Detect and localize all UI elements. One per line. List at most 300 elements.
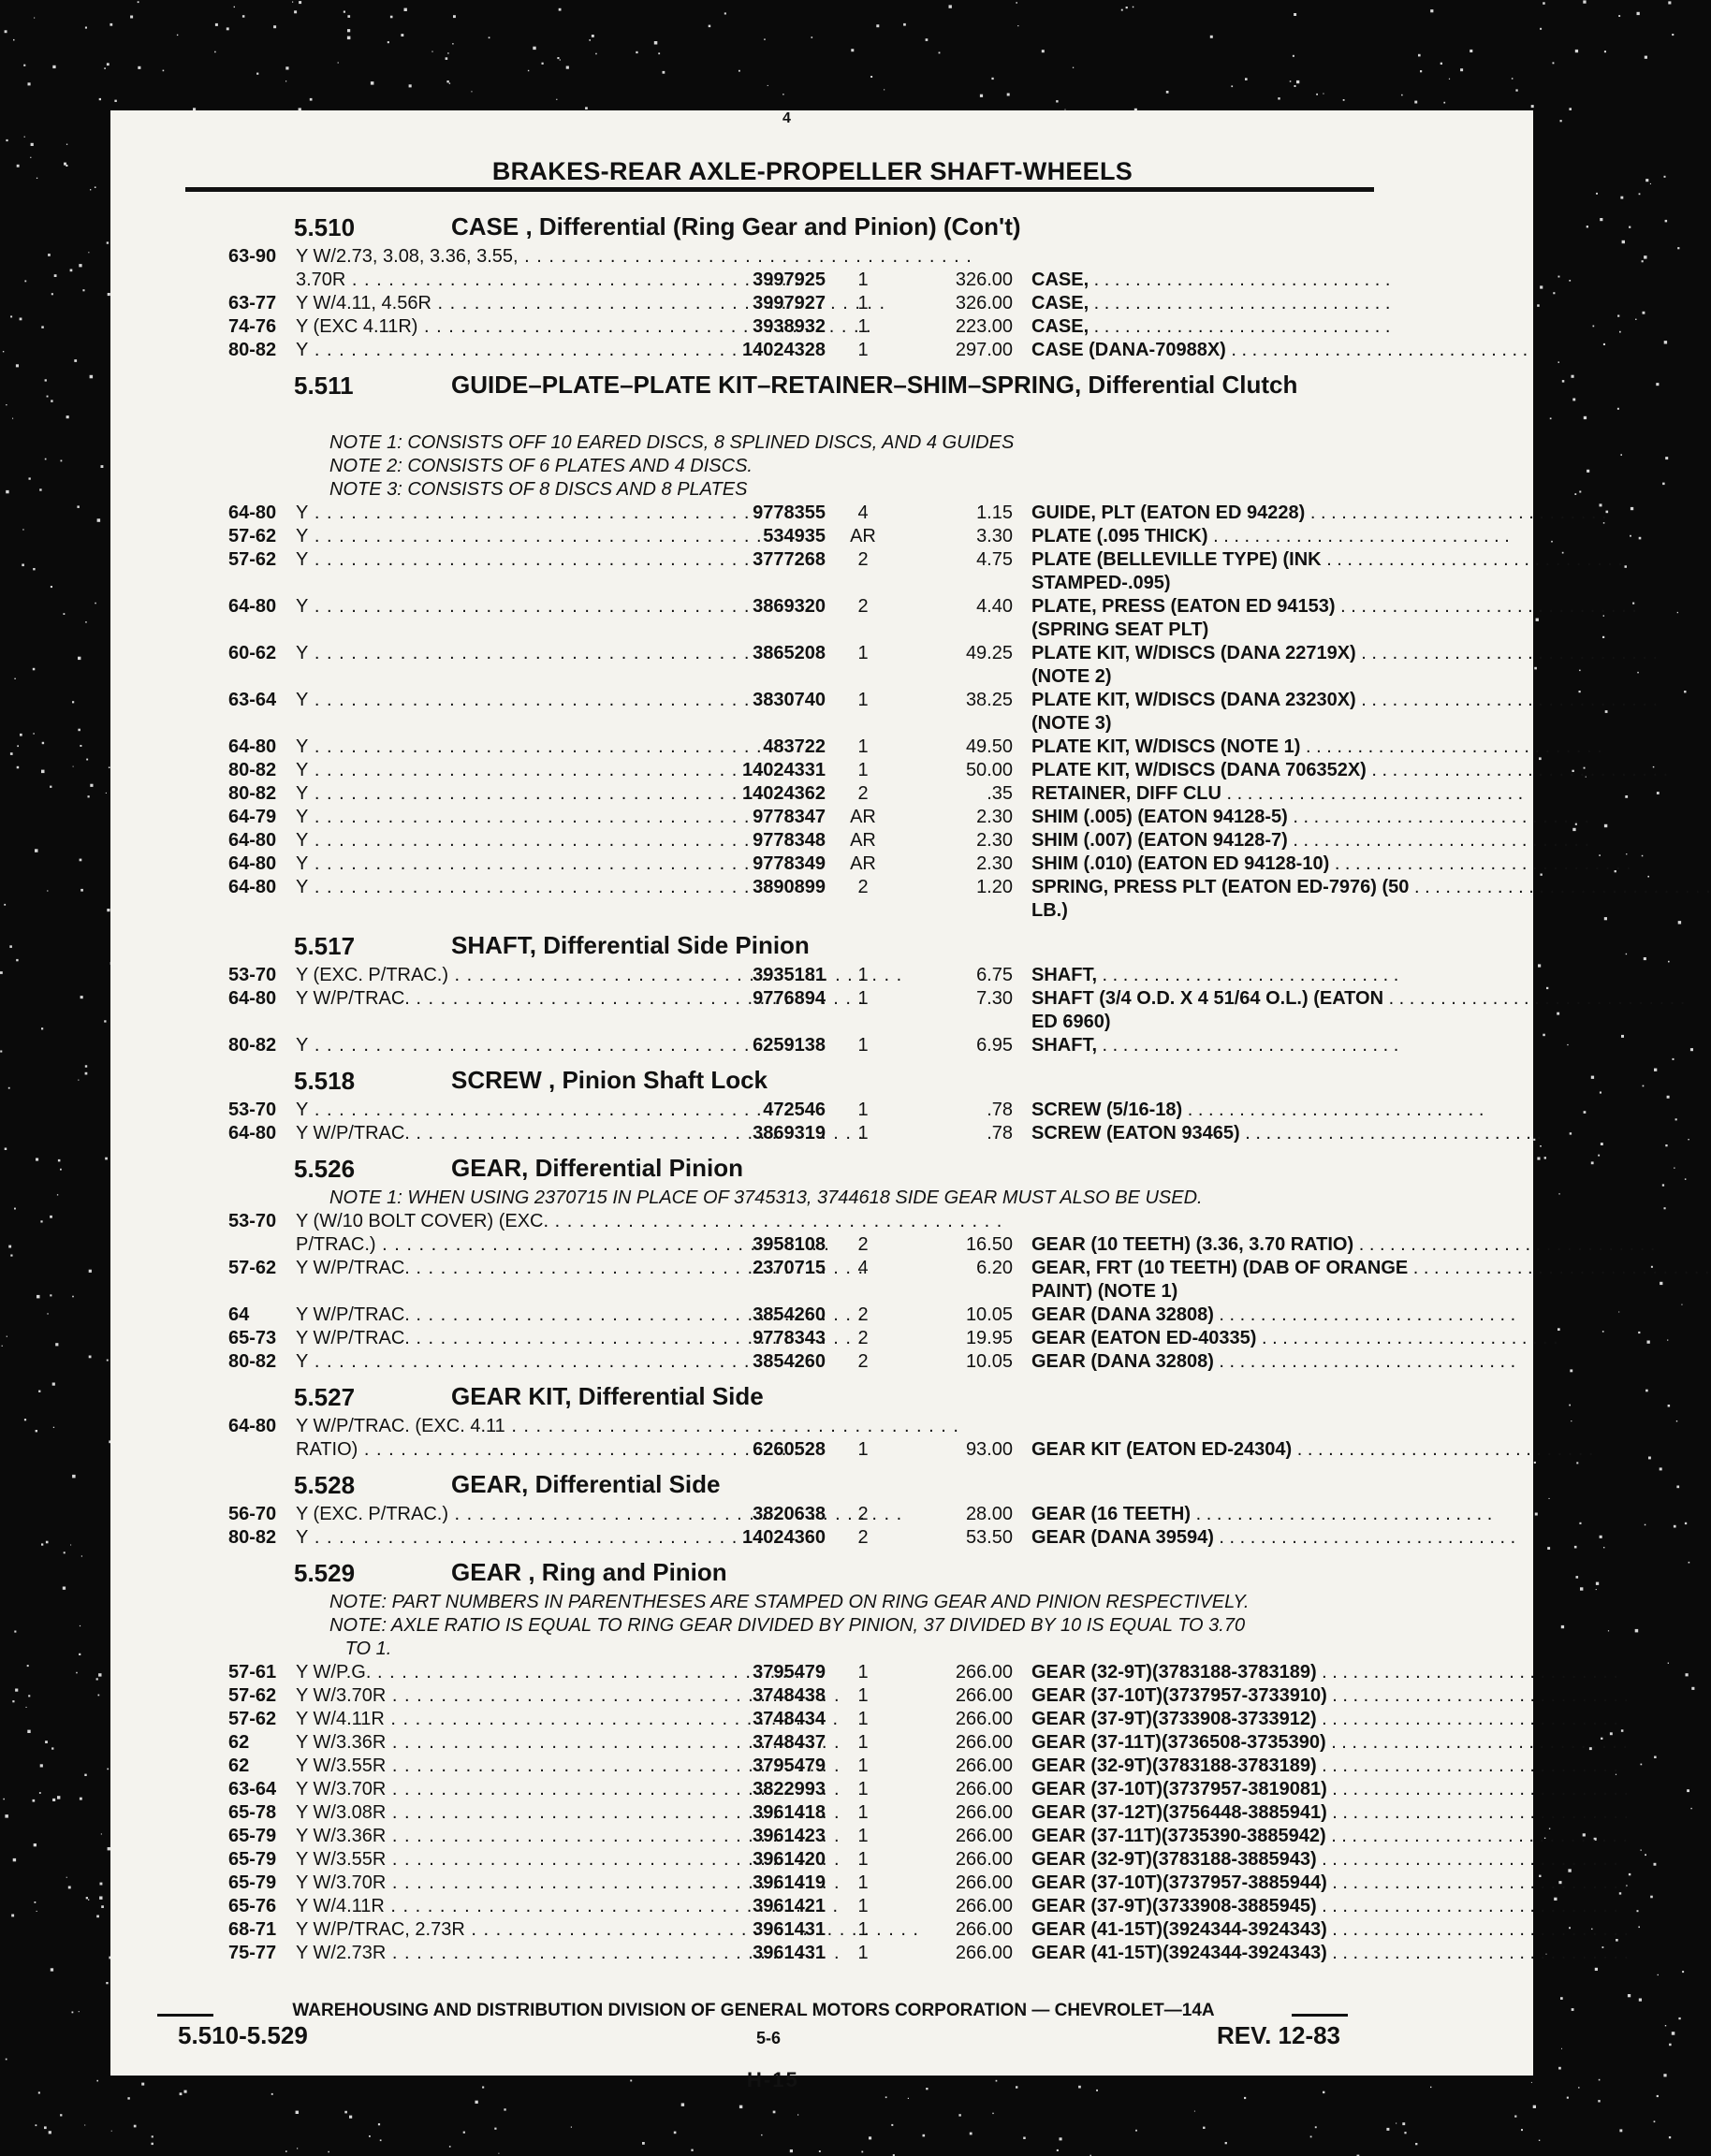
application: Y (W/10 BOLT COVER) (EXC. . . . [296, 1210, 661, 1233]
model-years: 62 [228, 1755, 250, 1776]
noise-speck [42, 742, 44, 744]
noise-speck [1096, 2090, 1098, 2091]
noise-speck [1315, 2126, 1317, 2128]
noise-speck [1574, 1546, 1577, 1549]
noise-speck [926, 38, 929, 41]
noise-speck [104, 67, 106, 69]
parts-row [180, 712, 1509, 736]
noise-speck [141, 2083, 144, 2086]
noise-speck [107, 1769, 109, 1770]
description: GEAR (41-15T)(3924344-3924343) . . . [1031, 1942, 1462, 1965]
noise-speck [6, 490, 8, 493]
description: SHIM (.010) (EATON ED 94128-10) . . . [1031, 852, 1462, 876]
quantity: 2 [857, 549, 869, 570]
noise-speck [1642, 260, 1644, 262]
noise-speck [51, 1968, 53, 1971]
noise-speck [1629, 1873, 1631, 1875]
noise-speck [1537, 1158, 1540, 1160]
description: GEAR (37-11T)(3735390-3885942) . . . [1031, 1825, 1462, 1848]
parts-row [180, 1942, 1509, 1965]
model-years: 80-82 [228, 1035, 277, 1056]
noise-speck [1629, 226, 1631, 228]
noise-speck [347, 15, 350, 18]
noise-speck [242, 15, 245, 18]
description: CASE, . . . [1031, 292, 1462, 315]
noise-speck [528, 70, 529, 71]
noise-speck [78, 1080, 79, 1081]
description: SHIM (.007) (EATON 94128-7) . . . [1031, 829, 1462, 852]
noise-speck [1057, 2149, 1059, 2151]
noise-speck [1668, 961, 1670, 963]
description: GEAR (DANA 39594) . . . [1031, 1526, 1462, 1550]
noise-speck [299, 1, 301, 4]
description: GEAR (DANA 32808) . . . [1031, 1350, 1462, 1374]
noise-speck [1537, 304, 1540, 307]
noise-speck [1073, 67, 1074, 68]
noise-speck [1023, 2137, 1026, 2140]
noise-speck [99, 1897, 102, 1900]
noise-speck [1619, 331, 1621, 333]
description: RETAINER, DIFF CLU . . . [1031, 782, 1462, 806]
noise-speck [1669, 2044, 1672, 2047]
model-years: 65-79 [228, 1872, 277, 1893]
noise-speck [1203, 2127, 1205, 2129]
description: SPRING, PRESS PLT (EATON ED-7976) (50 . . . [1031, 876, 1462, 899]
noise-speck [1667, 1096, 1670, 1099]
noise-speck [494, 2128, 496, 2130]
price: 2.30 [976, 807, 1013, 827]
noise-speck [797, 2114, 798, 2115]
noise-speck [52, 1799, 55, 1801]
noise-speck [70, 270, 73, 272]
noise-speck [1560, 1997, 1563, 2000]
noise-speck [1562, 380, 1565, 383]
noise-speck [1016, 2, 1017, 4]
model-years: 62 [228, 1732, 250, 1753]
noise-speck [138, 1, 139, 3]
application: Y W/P/TRAC. . . . [296, 1304, 661, 1327]
noise-speck [107, 1360, 109, 1362]
noise-speck [1225, 2142, 1227, 2144]
noise-speck [85, 1065, 87, 1067]
description: SHAFT, . . . [1031, 964, 1462, 987]
noise-speck [369, 2135, 371, 2137]
parts-row [180, 876, 1509, 899]
parts-row [180, 1034, 1509, 1057]
parts-row [180, 1895, 1509, 1918]
noise-speck [50, 1216, 52, 1218]
noise-speck [1637, 672, 1639, 674]
noise-speck [371, 81, 374, 85]
application: Y W/3.55R . . . [296, 1848, 661, 1872]
noise-speck [78, 729, 80, 732]
noise-speck [1583, 0, 1586, 3]
noise-speck [1570, 1369, 1572, 1372]
quantity: 1 [857, 1123, 869, 1144]
noise-speck [1660, 1282, 1662, 1285]
noise-speck [1665, 2025, 1666, 2026]
noise-speck [72, 1475, 76, 1479]
model-years: 68-71 [228, 1919, 277, 1940]
noise-speck [1676, 1486, 1679, 1489]
model-years: 57-61 [228, 1662, 277, 1683]
noise-speck [996, 2080, 998, 2082]
noise-speck [1396, 2123, 1397, 2124]
noise-speck [1645, 1390, 1648, 1392]
quantity: 2 [857, 1504, 869, 1524]
noise-speck [1121, 9, 1123, 11]
noise-speck [1430, 2087, 1431, 2088]
description: GEAR, FRT (10 TEETH) (DAB OF ORANGE . . . [1031, 1257, 1462, 1280]
noise-speck [1512, 78, 1514, 80]
application: Y W/P/TRAC, 2.73R . . . [296, 1918, 661, 1942]
noise-speck [1600, 218, 1602, 221]
noise-speck [1690, 1808, 1691, 1809]
model-years: 63-64 [228, 690, 277, 710]
application: Y . . . [296, 782, 661, 806]
parts-row [180, 1304, 1509, 1327]
footer-division: WAREHOUSING AND DISTRIBUTION DIVISION OF GENERAL MOTORS CORPORATION — CHEVROLET—14A [292, 2001, 1215, 2020]
noise-speck [452, 43, 453, 44]
noise-speck [95, 186, 96, 188]
noise-speck [338, 62, 339, 63]
noise-speck [1535, 1513, 1538, 1516]
noise-speck [642, 2142, 645, 2145]
noise-speck [51, 1747, 53, 1749]
noise-speck [1553, 292, 1555, 294]
application: Y W/3.08R . . . [296, 1801, 661, 1825]
noise-speck [1343, 99, 1345, 101]
noise-speck [96, 1916, 99, 1918]
part-number: 3822993 [753, 1779, 826, 1799]
application: Y . . . [296, 502, 661, 525]
parts-row [180, 572, 1509, 595]
noise-speck [1603, 343, 1605, 345]
noise-speck [790, 2149, 793, 2152]
description: (NOTE 2) [1031, 666, 1112, 687]
section-note: NOTE 1: WHEN USING 2370715 IN PLACE OF 3745313, 3744618 SIDE GEAR MUST ALSO BE USED. [329, 1187, 1203, 1208]
noise-speck [654, 41, 658, 45]
noise-speck [84, 2125, 85, 2126]
application: Y W/P/TRAC. (EXC. 4.11 . . . [296, 1415, 661, 1438]
noise-speck [1681, 1304, 1682, 1305]
noise-speck [390, 16, 393, 19]
noise-speck [51, 586, 52, 588]
section-heading [180, 210, 1509, 245]
noise-speck [1617, 408, 1619, 410]
noise-speck [1622, 240, 1625, 243]
price: 19.95 [965, 1328, 1013, 1348]
model-years: 65-79 [228, 1849, 277, 1870]
application: RATIO) . . . [296, 1438, 661, 1462]
application: Y W/3.36R . . . [296, 1825, 661, 1848]
section-note: NOTE: AXLE RATIO IS EQUAL TO RING GEAR DIVIDED BY PINION, 37 DIVIDED BY 10 IS EQUAL TO 3.70 [329, 1615, 1246, 1636]
noise-speck [1598, 2100, 1600, 2102]
header-rule [185, 187, 1374, 192]
model-years: 65-73 [228, 1328, 277, 1348]
part-number: 3961431 [753, 1919, 826, 1940]
noise-speck [24, 1419, 26, 1420]
part-number: 3961421 [753, 1896, 826, 1916]
noise-speck [1645, 1854, 1646, 1856]
application: Y W/3.36R . . . [296, 1731, 661, 1755]
price: 38.25 [965, 690, 1013, 710]
application: Y W/3.70R . . . [296, 1684, 661, 1708]
price: 1.20 [976, 877, 1013, 897]
noise-speck [1194, 2111, 1195, 2112]
noise-speck [1133, 7, 1134, 8]
noise-speck [45, 1741, 48, 1743]
noise-speck [1600, 1536, 1602, 1538]
noise-speck [1551, 541, 1553, 543]
application: Y W/P/TRAC. . . . [296, 1257, 661, 1280]
noise-speck [28, 82, 31, 85]
description: GEAR (EATON ED-40335) . . . [1031, 1327, 1462, 1350]
noise-speck [14, 1208, 16, 1210]
price: 6.75 [976, 965, 1013, 985]
parts-row [180, 1755, 1509, 1778]
price: 10.05 [965, 1351, 1013, 1372]
noise-speck [227, 27, 229, 30]
price: 3.30 [976, 526, 1013, 546]
noise-speck [1534, 667, 1537, 670]
parts-row [180, 502, 1509, 525]
noise-speck [41, 1543, 43, 1545]
parts-row [180, 782, 1509, 806]
quantity: 1 [857, 316, 869, 337]
noise-speck [1645, 56, 1647, 59]
parts-row [180, 987, 1509, 1011]
noise-speck [1572, 375, 1574, 378]
noise-speck [1605, 710, 1608, 713]
noise-speck [1576, 1576, 1579, 1579]
noise-speck [556, 99, 557, 100]
section-number: 5.517 [294, 932, 356, 960]
quantity: 1 [857, 1439, 869, 1460]
noise-speck [401, 34, 403, 36]
part-number: 14024331 [742, 760, 826, 780]
noise-speck [51, 293, 53, 295]
noise-speck [347, 36, 351, 40]
noise-speck [79, 2011, 80, 2012]
model-years: 57-62 [228, 549, 277, 570]
description: PLATE KIT, W/DISCS (DANA 22719X) . . . [1031, 642, 1462, 665]
noise-speck [1294, 85, 1296, 87]
noise-speck [1316, 94, 1318, 95]
noise-speck [285, 80, 286, 81]
noise-speck [111, 2131, 112, 2132]
noise-speck [1598, 1155, 1600, 1157]
section-title: SCREW , Pinion Shaft Lock [451, 1066, 768, 1094]
noise-speck [57, 1796, 60, 1799]
noise-speck [1540, 28, 1542, 30]
noise-speck [1540, 285, 1543, 288]
noise-speck [1558, 2067, 1561, 2070]
noise-speck [79, 264, 81, 267]
noise-speck [1602, 1331, 1604, 1333]
description: GEAR (10 TEETH) (3.36, 3.70 RATIO) . . . [1031, 1233, 1462, 1257]
noise-speck [177, 35, 178, 36]
price: 93.00 [965, 1439, 1013, 1460]
parts-row [180, 548, 1509, 572]
noise-speck [636, 51, 637, 53]
noise-speck [1650, 1896, 1653, 1899]
noise-speck [66, 415, 69, 418]
section-number: 5.511 [294, 371, 354, 400]
noise-speck [90, 189, 91, 190]
application: Y . . . [296, 689, 661, 712]
noise-speck [498, 2153, 499, 2154]
quantity: 1 [857, 643, 869, 663]
noise-speck [1290, 80, 1292, 82]
noise-speck [52, 66, 55, 68]
price: 266.00 [955, 1662, 1013, 1683]
noise-speck [1658, 1974, 1659, 1975]
noise-speck [475, 2101, 478, 2104]
description: (NOTE 3) [1031, 713, 1112, 734]
noise-speck [17, 745, 19, 747]
part-number: 3997925 [753, 270, 826, 290]
noise-speck [20, 318, 22, 321]
noise-speck [77, 505, 80, 508]
noise-speck [1587, 470, 1589, 473]
model-years: 53-70 [228, 1211, 277, 1231]
noise-speck [55, 1343, 58, 1346]
noise-speck [1675, 1118, 1677, 1120]
noise-speck [1460, 68, 1463, 71]
model-years: 63-90 [228, 246, 277, 267]
noise-speck [33, 668, 36, 671]
quantity: 1 [857, 1896, 869, 1916]
noise-speck [127, 2097, 129, 2099]
noise-speck [592, 35, 594, 37]
noise-speck [5, 1814, 7, 1818]
application: Y W/2.73R . . . [296, 1942, 661, 1965]
description: SHIM (.005) (EATON 94128-5) . . . [1031, 806, 1462, 829]
footer-rule-left [157, 2014, 213, 2017]
noise-speck [949, 5, 952, 7]
noise-speck [90, 784, 93, 787]
noise-speck [1637, 1910, 1639, 1912]
noise-speck [1645, 1524, 1646, 1526]
noise-speck [1596, 193, 1598, 195]
noise-speck [1672, 2032, 1675, 2035]
noise-speck [870, 76, 872, 78]
noise-speck [1641, 1850, 1642, 1851]
parts-row [180, 829, 1509, 852]
part-number: 3961423 [753, 1826, 826, 1846]
noise-speck [9, 945, 12, 948]
noise-speck [28, 1695, 30, 1697]
quantity: 1 [857, 1035, 869, 1056]
quantity: 1 [857, 1872, 869, 1893]
noise-speck [1572, 399, 1575, 401]
quantity: 1 [857, 1826, 869, 1846]
application: Y (EXC 4.11R) . . . [296, 315, 661, 339]
noise-speck [22, 529, 23, 530]
noise-speck [903, 23, 906, 26]
noise-speck [1604, 51, 1606, 52]
part-number: 14024328 [742, 340, 826, 360]
description: (SPRING SEAT PLT) [1031, 619, 1209, 640]
model-years: 63-64 [228, 1779, 277, 1799]
noise-speck [1630, 535, 1631, 537]
parts-row [180, 1122, 1509, 1145]
model-years: 64-80 [228, 596, 277, 617]
noise-speck [215, 23, 218, 26]
noise-speck [1672, 34, 1674, 36]
noise-speck [1647, 1341, 1650, 1344]
noise-speck [1386, 2128, 1389, 2131]
noise-speck [33, 1799, 36, 1802]
quantity: 4 [857, 503, 869, 523]
noise-speck [1558, 1193, 1559, 1194]
noise-speck [566, 66, 569, 69]
noise-speck [1691, 1687, 1694, 1690]
section-number: 5.518 [294, 1067, 356, 1095]
application: P/TRAC.) . . . [296, 1233, 661, 1257]
noise-speck [60, 2114, 62, 2116]
noise-speck [1443, 102, 1445, 104]
noise-speck [1654, 2120, 1656, 2122]
quantity: 1 [857, 1755, 869, 1776]
section-number: 5.527 [294, 1383, 356, 1411]
quantity: 1 [857, 293, 869, 313]
price: 2.30 [976, 830, 1013, 851]
noise-speck [891, 2124, 893, 2126]
noise-speck [134, 2125, 137, 2128]
footer-page-number: 5-6 [756, 2029, 782, 2047]
price: 53.50 [965, 1527, 1013, 1548]
noise-speck [163, 70, 165, 72]
noise-speck [409, 84, 412, 87]
quantity: 2 [857, 1304, 869, 1325]
part-number: 3820638 [753, 1504, 826, 1524]
quantity: 1 [857, 965, 869, 985]
noise-speck [1569, 280, 1571, 282]
noise-speck [130, 16, 133, 19]
model-years: 64-79 [228, 807, 277, 827]
noise-speck [1660, 1467, 1662, 1470]
noise-speck [47, 890, 48, 891]
noise-speck [1596, 1582, 1599, 1585]
noise-speck [20, 734, 22, 736]
noise-speck [105, 1158, 108, 1160]
noise-speck [10, 1255, 12, 1257]
price: 50.00 [965, 760, 1013, 780]
noise-speck [89, 1356, 92, 1359]
noise-speck [1543, 1034, 1545, 1037]
noise-speck [449, 2146, 451, 2148]
noise-speck [1244, 2097, 1246, 2099]
noise-speck [1543, 2, 1545, 5]
noise-speck [17, 766, 20, 769]
noise-speck [404, 8, 407, 11]
section-number: 5.528 [294, 1471, 356, 1499]
noise-speck [926, 2088, 928, 2090]
model-years: 65-76 [228, 1896, 277, 1916]
part-number: 3997927 [753, 293, 826, 313]
noise-speck [1642, 855, 1644, 857]
application: Y . . . [296, 876, 661, 899]
noise-speck [431, 51, 432, 52]
noise-speck [388, 41, 389, 43]
noise-speck [1682, 1971, 1684, 1973]
quantity: 2 [857, 1527, 869, 1548]
description: PLATE, PRESS (EATON ED 94153) . . . [1031, 595, 1462, 619]
noise-speck [691, 2149, 693, 2151]
noise-speck [310, 98, 313, 101]
